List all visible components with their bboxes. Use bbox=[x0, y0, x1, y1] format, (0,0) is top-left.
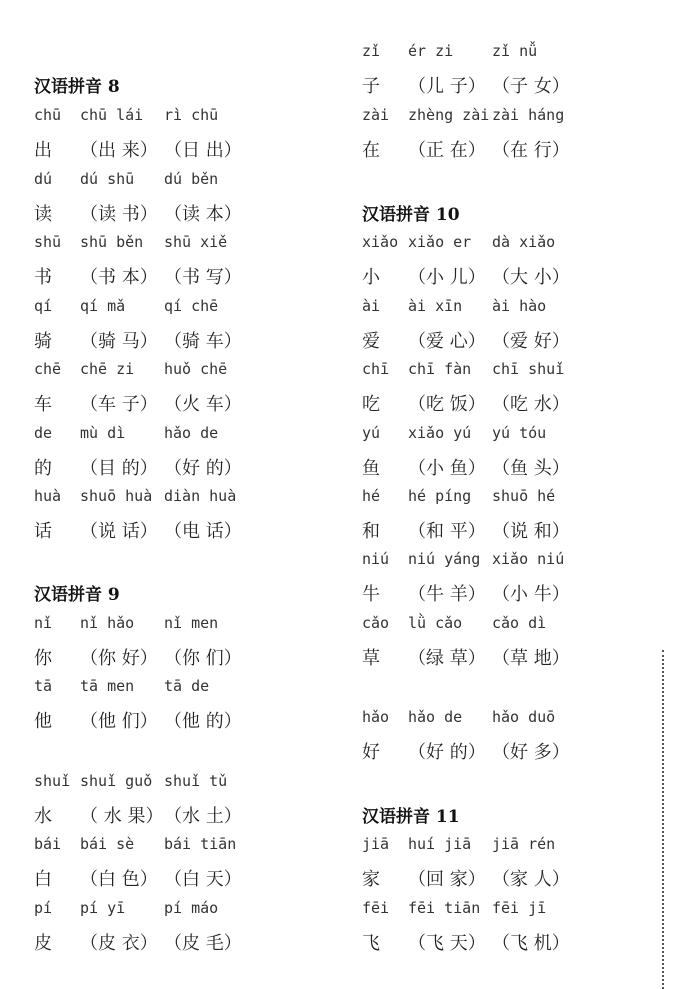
pinyin-line bbox=[362, 106, 662, 134]
hanzi-cell: （绿 草） bbox=[408, 648, 486, 669]
hanzi-cell: 好 bbox=[362, 742, 380, 763]
pinyin-cell: chī shuǐ bbox=[492, 360, 565, 378]
pinyin-cell: huà bbox=[34, 487, 62, 505]
hanzi-cell: （回 家） bbox=[408, 869, 486, 890]
hanzi-cell: 鱼 bbox=[362, 458, 380, 479]
pinyin-line bbox=[362, 835, 662, 863]
hanzi-cell: 小 bbox=[362, 267, 380, 288]
hanzi-cell: （爱 好） bbox=[492, 331, 570, 352]
hanzi-line bbox=[362, 390, 662, 418]
pinyin-cell: ài bbox=[362, 297, 381, 315]
pinyin-cell: dú běn bbox=[164, 170, 219, 188]
hanzi-line bbox=[34, 327, 334, 355]
hanzi-cell: （牛 羊） bbox=[408, 584, 486, 605]
pinyin-line bbox=[34, 835, 334, 863]
pinyin-line bbox=[362, 360, 662, 388]
hanzi-cell: 在 bbox=[362, 140, 380, 161]
hanzi-line bbox=[362, 454, 662, 482]
hanzi-cell: （车 子） bbox=[80, 394, 158, 415]
hanzi-cell: （在 行） bbox=[492, 140, 570, 161]
hanzi-cell: 草 bbox=[362, 648, 380, 669]
pinyin-cell: hǎo de bbox=[164, 424, 219, 442]
pinyin-cell: shū bbox=[34, 233, 62, 251]
hanzi-cell: 和 bbox=[362, 521, 380, 542]
pinyin-line bbox=[34, 487, 334, 515]
pinyin-line bbox=[34, 297, 334, 325]
pinyin-cell: shuǐ tǔ bbox=[164, 772, 228, 790]
pinyin-cell: tā de bbox=[164, 677, 210, 695]
pinyin-cell: shū xiě bbox=[164, 233, 228, 251]
hanzi-cell: （骑 车） bbox=[164, 331, 242, 352]
pinyin-cell: qí chē bbox=[164, 297, 219, 315]
hanzi-cell: （说 话） bbox=[80, 521, 158, 542]
pinyin-cell: nǐ bbox=[34, 614, 53, 632]
pinyin-cell: chū bbox=[34, 106, 62, 124]
pinyin-cell: ér zi bbox=[408, 42, 454, 60]
pinyin-cell: xiǎo er bbox=[408, 233, 472, 251]
hanzi-line bbox=[34, 802, 334, 830]
hanzi-cell: （火 车） bbox=[164, 394, 242, 415]
pinyin-line bbox=[362, 550, 662, 578]
pinyin-cell: shū běn bbox=[80, 233, 144, 251]
hanzi-cell: （日 出） bbox=[164, 140, 242, 161]
section-title-8: 汉语拼音 8 bbox=[34, 77, 120, 97]
hanzi-cell: （书 写） bbox=[164, 267, 242, 288]
pinyin-cell: nǐ men bbox=[164, 614, 219, 632]
hanzi-cell: （家 人） bbox=[492, 869, 570, 890]
hanzi-cell: （小 儿） bbox=[408, 267, 486, 288]
hanzi-cell: （目 的） bbox=[80, 458, 158, 479]
dotted-margin-rule bbox=[662, 650, 664, 989]
pinyin-cell: hǎo bbox=[362, 708, 390, 726]
pinyin-cell: hǎo de bbox=[408, 708, 463, 726]
section-title-11: 汉语拼音 11 bbox=[362, 807, 460, 827]
hanzi-cell: 吃 bbox=[362, 394, 380, 415]
pinyin-cell: niú yáng bbox=[408, 550, 481, 568]
hanzi-line bbox=[34, 644, 334, 672]
hanzi-cell: 水 bbox=[34, 806, 52, 827]
pinyin-cell: bái bbox=[34, 835, 62, 853]
pinyin-cell: de bbox=[34, 424, 53, 442]
pinyin-cell: hé bbox=[362, 487, 381, 505]
pinyin-cell: huǒ chē bbox=[164, 360, 228, 378]
pinyin-cell: tā bbox=[34, 677, 53, 695]
pinyin-cell: bái sè bbox=[80, 835, 135, 853]
hanzi-cell: （和 平） bbox=[408, 521, 486, 542]
hanzi-cell: 书 bbox=[34, 267, 52, 288]
hanzi-cell: 子 bbox=[362, 76, 380, 97]
hanzi-cell: （儿 子） bbox=[408, 76, 486, 97]
hanzi-line bbox=[34, 390, 334, 418]
pinyin-line bbox=[34, 360, 334, 388]
hanzi-cell: （他 们） bbox=[80, 711, 158, 732]
hanzi-cell: （他 的） bbox=[164, 711, 242, 732]
pinyin-cell: shuō hé bbox=[492, 487, 556, 505]
pinyin-cell: chē zi bbox=[80, 360, 135, 378]
hanzi-line bbox=[362, 136, 662, 164]
pinyin-cell: zǐ bbox=[362, 42, 381, 60]
pinyin-cell: dú shū bbox=[80, 170, 135, 188]
pinyin-cell: zài háng bbox=[492, 106, 565, 124]
hanzi-cell: （白 天） bbox=[164, 869, 242, 890]
hanzi-line bbox=[34, 263, 334, 291]
hanzi-cell: 的 bbox=[34, 458, 52, 479]
pinyin-line bbox=[362, 899, 662, 927]
pinyin-line bbox=[34, 899, 334, 927]
hanzi-cell: （电 话） bbox=[164, 521, 242, 542]
pinyin-line bbox=[34, 170, 334, 198]
pinyin-cell: shuō huà bbox=[80, 487, 153, 505]
pinyin-cell: huí jiā bbox=[408, 835, 472, 853]
hanzi-cell: （小 鱼） bbox=[408, 458, 486, 479]
hanzi-line bbox=[362, 517, 662, 545]
hanzi-cell: （出 来） bbox=[80, 140, 158, 161]
pinyin-cell: xiǎo niú bbox=[492, 550, 565, 568]
hanzi-cell: 读 bbox=[34, 204, 52, 225]
hanzi-cell: （好 的） bbox=[408, 742, 486, 763]
hanzi-cell: （子 女） bbox=[492, 76, 570, 97]
pinyin-cell: chī bbox=[362, 360, 390, 378]
pinyin-cell: ài hào bbox=[492, 297, 547, 315]
pinyin-line bbox=[362, 233, 662, 261]
hanzi-cell: （吃 水） bbox=[492, 394, 570, 415]
hanzi-line bbox=[362, 327, 662, 355]
pinyin-cell: chī fàn bbox=[408, 360, 472, 378]
pinyin-cell: cǎo dì bbox=[492, 614, 547, 632]
pinyin-line bbox=[34, 424, 334, 452]
hanzi-cell: 他 bbox=[34, 711, 52, 732]
pinyin-cell: yú bbox=[362, 424, 381, 442]
hanzi-cell: 爱 bbox=[362, 331, 380, 352]
pinyin-cell: dú bbox=[34, 170, 53, 188]
hanzi-line bbox=[362, 738, 662, 766]
pinyin-cell: shuǐ bbox=[34, 772, 71, 790]
hanzi-cell: （草 地） bbox=[492, 648, 570, 669]
hanzi-cell: （飞 天） bbox=[408, 933, 486, 954]
hanzi-cell: （好 多） bbox=[492, 742, 570, 763]
pinyin-cell: fēi jī bbox=[492, 899, 547, 917]
pinyin-cell: cǎo bbox=[362, 614, 390, 632]
hanzi-line bbox=[34, 136, 334, 164]
hanzi-cell: （爱 心） bbox=[408, 331, 486, 352]
hanzi-line bbox=[362, 72, 662, 100]
hanzi-cell: （白 色） bbox=[80, 869, 158, 890]
pinyin-cell: hé píng bbox=[408, 487, 472, 505]
pinyin-cell: hǎo duō bbox=[492, 708, 556, 726]
hanzi-line bbox=[34, 517, 334, 545]
hanzi-cell: （水 土） bbox=[164, 806, 242, 827]
pinyin-cell: tā men bbox=[80, 677, 135, 695]
pinyin-cell: niú bbox=[362, 550, 390, 568]
pinyin-cell: jiā rén bbox=[492, 835, 556, 853]
pinyin-cell: fēi bbox=[362, 899, 390, 917]
pinyin-cell: zǐ nǚ bbox=[492, 42, 538, 60]
pinyin-line bbox=[362, 297, 662, 325]
pinyin-cell: diàn huà bbox=[164, 487, 237, 505]
pinyin-cell: pí yī bbox=[80, 899, 126, 917]
pinyin-cell: qí mǎ bbox=[80, 297, 126, 315]
pinyin-cell: nǐ hǎo bbox=[80, 614, 135, 632]
hanzi-line bbox=[362, 644, 662, 672]
hanzi-line bbox=[34, 929, 334, 957]
pinyin-cell: bái tiān bbox=[164, 835, 237, 853]
hanzi-cell: （飞 机） bbox=[492, 933, 570, 954]
hanzi-cell: 家 bbox=[362, 869, 380, 890]
pinyin-cell: chū lái bbox=[80, 106, 144, 124]
pinyin-line bbox=[34, 614, 334, 642]
hanzi-line bbox=[362, 865, 662, 893]
hanzi-cell: 车 bbox=[34, 394, 52, 415]
pinyin-cell: zhèng zài bbox=[408, 106, 490, 124]
pinyin-line bbox=[34, 233, 334, 261]
hanzi-cell: （鱼 头） bbox=[492, 458, 570, 479]
hanzi-line bbox=[34, 707, 334, 735]
pinyin-cell: pí bbox=[34, 899, 53, 917]
hanzi-cell: （皮 衣） bbox=[80, 933, 158, 954]
pinyin-line bbox=[362, 708, 662, 736]
hanzi-cell: （书 本） bbox=[80, 267, 158, 288]
pinyin-cell: jiā bbox=[362, 835, 390, 853]
pinyin-cell: shuǐ guǒ bbox=[80, 772, 153, 790]
pinyin-cell: dà xiǎo bbox=[492, 233, 556, 251]
hanzi-cell: 牛 bbox=[362, 584, 380, 605]
hanzi-cell: （读 书） bbox=[80, 204, 158, 225]
pinyin-cell: fēi tiān bbox=[408, 899, 481, 917]
hanzi-cell: （骑 马） bbox=[80, 331, 158, 352]
pinyin-cell: zài bbox=[362, 106, 390, 124]
hanzi-cell: （读 本） bbox=[164, 204, 242, 225]
hanzi-cell: （ 水 果） bbox=[80, 806, 164, 827]
hanzi-line bbox=[34, 454, 334, 482]
pinyin-cell: xiǎo yú bbox=[408, 424, 472, 442]
hanzi-cell: （吃 饭） bbox=[408, 394, 486, 415]
pinyin-cell: mù dì bbox=[80, 424, 126, 442]
pinyin-cell: pí máo bbox=[164, 899, 219, 917]
hanzi-line bbox=[362, 929, 662, 957]
pinyin-cell: yú tóu bbox=[492, 424, 547, 442]
pinyin-line bbox=[34, 677, 334, 705]
hanzi-cell: 骑 bbox=[34, 331, 52, 352]
hanzi-cell: 皮 bbox=[34, 933, 52, 954]
pinyin-cell: chē bbox=[34, 360, 62, 378]
pinyin-line bbox=[362, 424, 662, 452]
hanzi-cell: （小 牛） bbox=[492, 584, 570, 605]
hanzi-cell: （正 在） bbox=[408, 140, 486, 161]
hanzi-cell: 飞 bbox=[362, 933, 380, 954]
hanzi-line bbox=[34, 200, 334, 228]
hanzi-line bbox=[362, 580, 662, 608]
hanzi-line bbox=[34, 865, 334, 893]
hanzi-cell: 白 bbox=[34, 869, 52, 890]
section-title-9: 汉语拼音 9 bbox=[34, 585, 120, 605]
pinyin-line bbox=[362, 42, 662, 70]
hanzi-cell: 出 bbox=[34, 140, 52, 161]
pinyin-line bbox=[34, 106, 334, 134]
pinyin-cell: rì chū bbox=[164, 106, 219, 124]
hanzi-cell: 话 bbox=[34, 521, 52, 542]
pinyin-line bbox=[34, 772, 334, 800]
pinyin-cell: lǜ cǎo bbox=[408, 614, 463, 632]
section-title-10: 汉语拼音 10 bbox=[362, 205, 460, 225]
hanzi-cell: 你 bbox=[34, 648, 52, 669]
hanzi-cell: （大 小） bbox=[492, 267, 570, 288]
hanzi-cell: （皮 毛） bbox=[164, 933, 242, 954]
pinyin-line bbox=[362, 487, 662, 515]
pinyin-cell: qí bbox=[34, 297, 53, 315]
hanzi-cell: （说 和） bbox=[492, 521, 570, 542]
hanzi-cell: （你 们） bbox=[164, 648, 242, 669]
hanzi-line bbox=[362, 263, 662, 291]
hanzi-cell: （你 好） bbox=[80, 648, 158, 669]
pinyin-line bbox=[362, 614, 662, 642]
pinyin-cell: xiǎo bbox=[362, 233, 399, 251]
hanzi-cell: （好 的） bbox=[164, 458, 242, 479]
pinyin-cell: ài xīn bbox=[408, 297, 463, 315]
